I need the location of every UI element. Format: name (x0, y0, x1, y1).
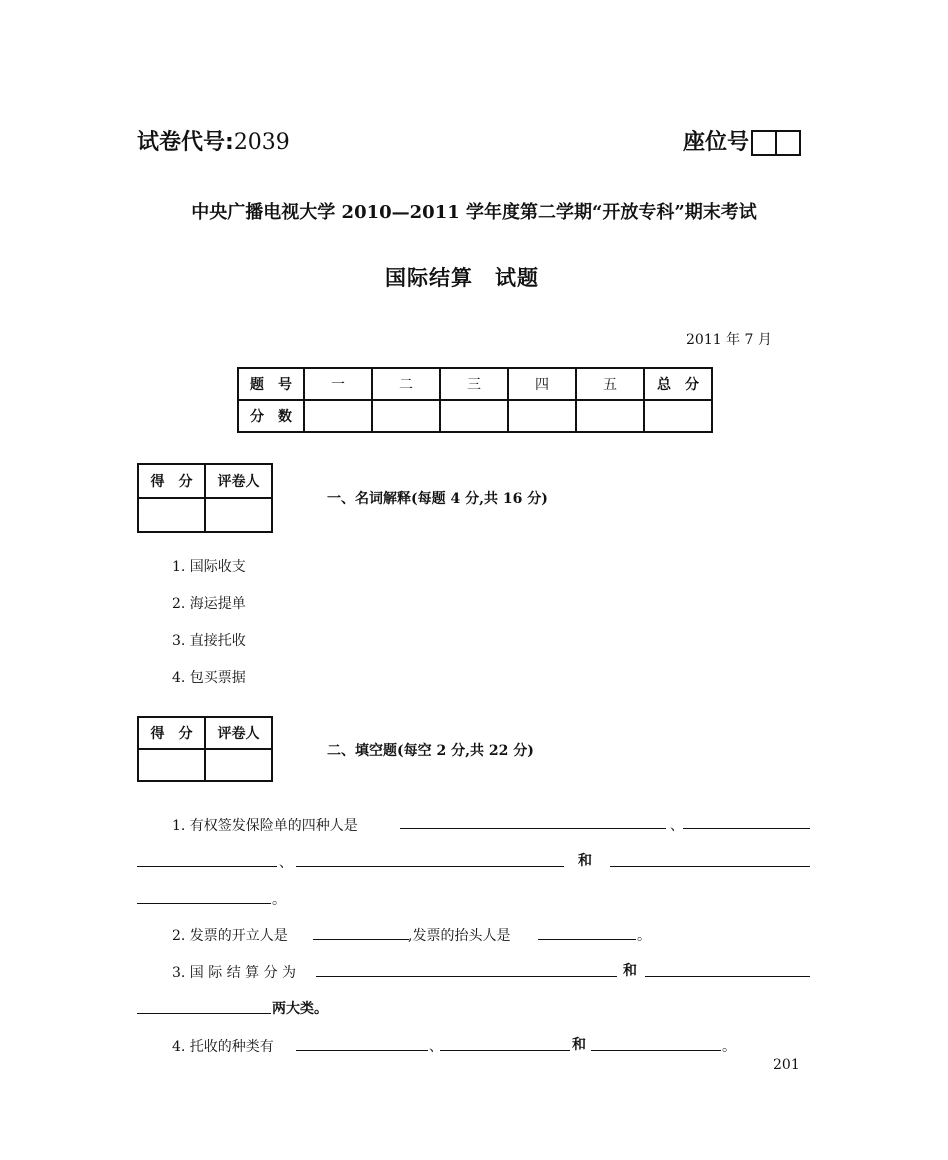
conjunction: 和 (623, 963, 637, 979)
grader-score-cell[interactable] (138, 498, 205, 532)
grader-name-cell[interactable] (205, 498, 272, 532)
answer-blank[interactable] (137, 903, 271, 904)
seat-number (683, 125, 799, 156)
score-table-cell: 四 (508, 368, 576, 400)
exam-code (137, 125, 290, 156)
question-1-text: 1. 有权签发保险单的四种人是 (172, 818, 358, 834)
question-3-part1: 3. 国 际 结 算 分 为 (172, 965, 297, 981)
section1-title: 一、名词解释(每题 4 分,共 16 分) (327, 491, 548, 507)
answer-blank[interactable] (137, 866, 277, 867)
grader-box-section2 (137, 716, 273, 782)
grader-name-label: 评卷人 (205, 717, 272, 749)
answer-blank[interactable] (313, 939, 409, 940)
question-2-part1: 2. 发票的开立人是 (172, 928, 288, 944)
score-table (237, 367, 713, 433)
answer-blank[interactable] (296, 1050, 428, 1051)
list-item: 1. 国际收支 (172, 559, 246, 575)
score-table-cell: 题 号 (238, 368, 304, 400)
conjunction: 和 (578, 853, 592, 869)
answer-blank[interactable] (137, 1013, 271, 1014)
section2-title: 二、填空题(每空 2 分,共 22 分) (327, 743, 534, 759)
exam-header: 中央广播电视大学 2010—2011 学年度第二学期“开放专科”期末考试 (191, 202, 757, 223)
exam-code-label: 试卷代号: (137, 130, 234, 155)
list-item: 3. 直接托收 (172, 633, 246, 649)
answer-blank[interactable] (316, 976, 617, 977)
list-item: 2. 海运提单 (172, 596, 246, 612)
question-2-part2: ,发票的抬头人是 (408, 928, 511, 944)
score-table-score-row (238, 400, 712, 432)
answer-blank[interactable] (683, 828, 810, 829)
period: 。 (637, 928, 651, 944)
seat-box[interactable] (751, 130, 777, 156)
answer-blank[interactable] (591, 1050, 721, 1051)
answer-blank[interactable] (400, 828, 666, 829)
score-table-cell: 一 (304, 368, 372, 400)
separator: 、 (670, 818, 684, 834)
score-table-cell: 二 (372, 368, 440, 400)
grader-name-label: 评卷人 (205, 464, 272, 498)
answer-blank[interactable] (610, 866, 810, 867)
conjunction: 和 (572, 1037, 586, 1053)
period: 。 (272, 892, 286, 908)
list-item: 4. 包买票据 (172, 670, 246, 686)
score-input-cell[interactable] (508, 400, 576, 432)
grader-score-label: 得 分 (138, 717, 205, 749)
score-input-cell[interactable] (644, 400, 712, 432)
exam-code-value: 2039 (233, 130, 290, 155)
separator: 、 (279, 855, 293, 871)
exam-date: 2011 年 7 月 (686, 332, 772, 348)
score-input-cell[interactable] (440, 400, 508, 432)
score-input-cell[interactable] (304, 400, 372, 432)
score-table-cell: 三 (440, 368, 508, 400)
score-table-header-row (238, 368, 712, 400)
answer-blank[interactable] (440, 1050, 570, 1051)
answer-blank[interactable] (538, 939, 636, 940)
answer-blank[interactable] (645, 976, 810, 977)
seat-box[interactable] (775, 130, 801, 156)
score-table-cell: 分 数 (238, 400, 304, 432)
question-3-end: 两大类。 (272, 1001, 328, 1017)
page-number: 201 (773, 1057, 800, 1073)
period: 。 (722, 1039, 736, 1055)
score-input-cell[interactable] (372, 400, 440, 432)
answer-blank[interactable] (296, 866, 564, 867)
grader-name-cell[interactable] (205, 749, 272, 781)
score-table-cell: 五 (576, 368, 644, 400)
question-4-part1: 4. 托收的种类有 (172, 1039, 274, 1055)
seat-number-boxes[interactable] (751, 130, 799, 156)
score-input-cell[interactable] (576, 400, 644, 432)
grader-box-section1 (137, 463, 273, 533)
separator: 、 (429, 1039, 443, 1055)
seat-number-label: 座位号 (683, 130, 750, 155)
grader-score-cell[interactable] (138, 749, 205, 781)
exam-title: 国际结算 试题 (385, 266, 539, 290)
grader-score-label: 得 分 (138, 464, 205, 498)
question-1 (172, 815, 358, 835)
score-table-cell: 总 分 (644, 368, 712, 400)
